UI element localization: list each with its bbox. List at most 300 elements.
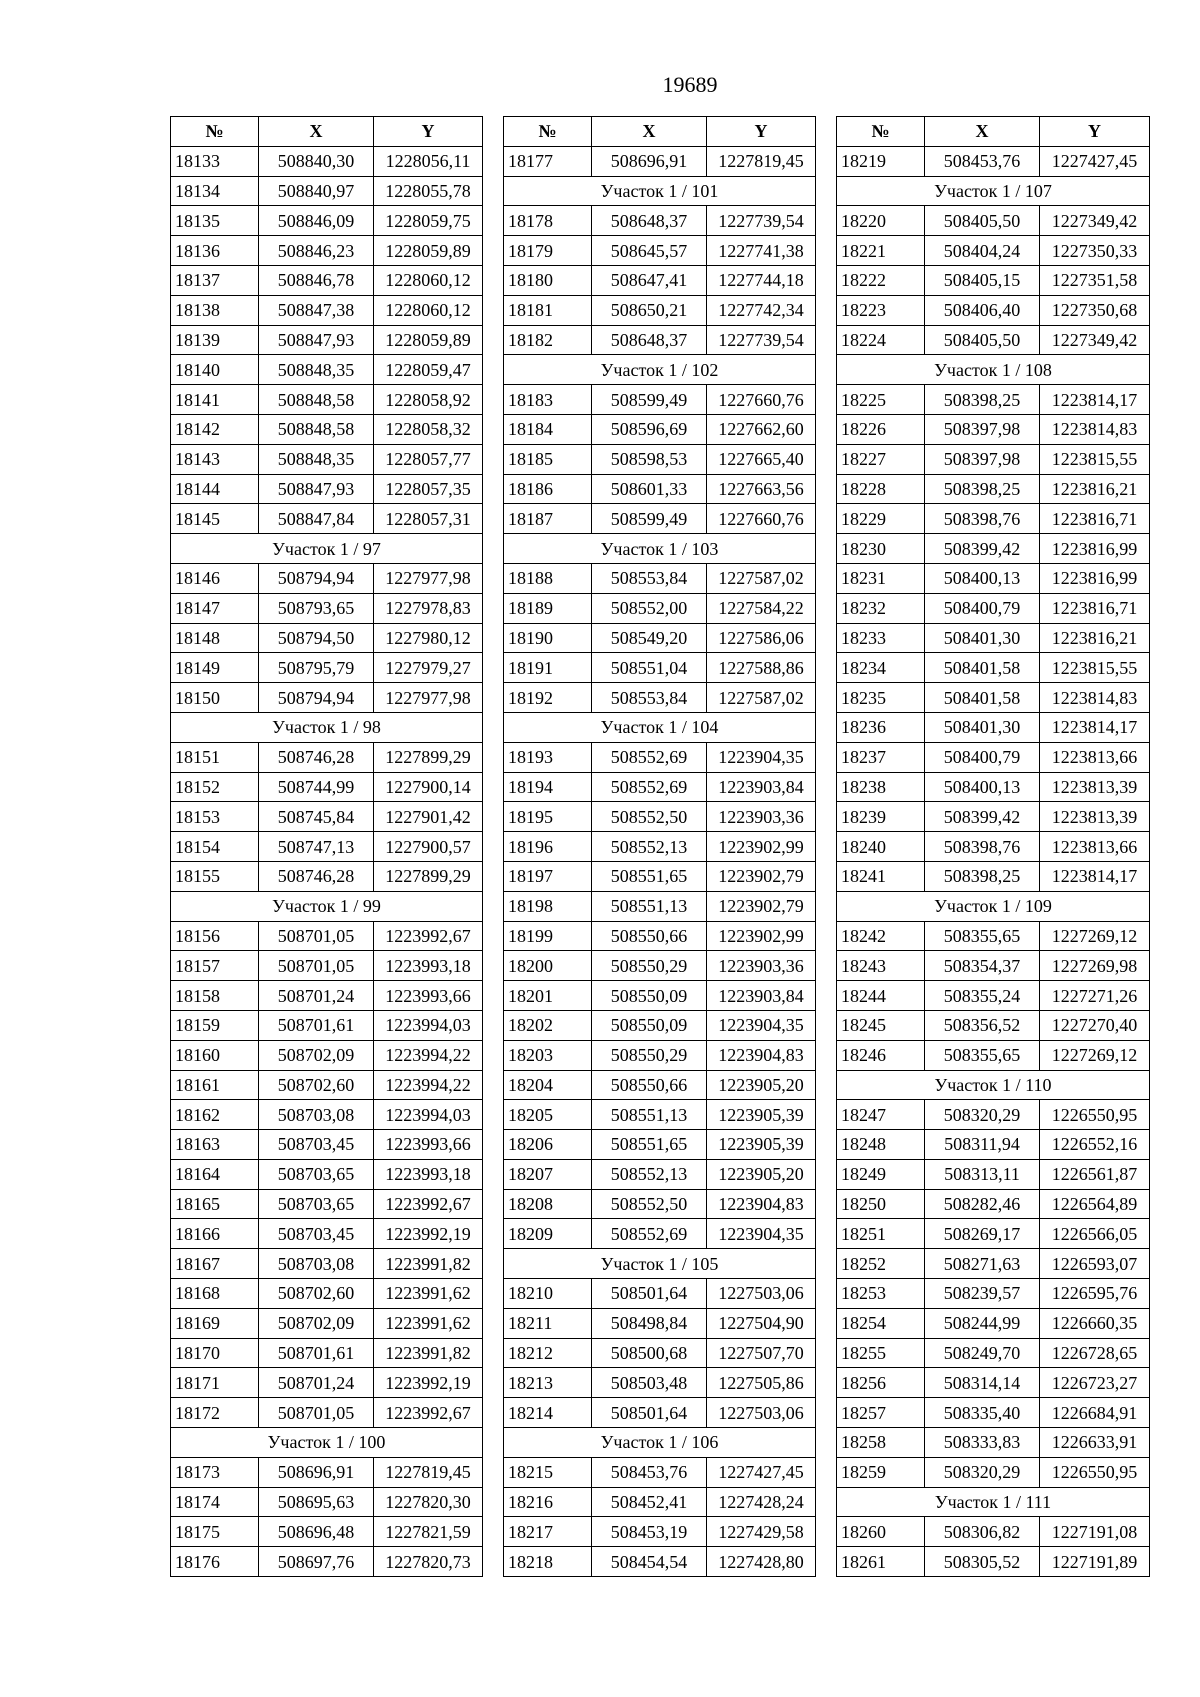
table-row	[504, 653, 816, 683]
y-coordinate: 1228059,47	[374, 355, 483, 385]
x-coordinate: 508696,91	[259, 1457, 374, 1487]
point-number: 18217	[504, 1517, 592, 1547]
section-title: Участок 1 / 106	[504, 1428, 816, 1458]
section-title: Участок 1 / 101	[504, 176, 816, 206]
x-coordinate: 508405,50	[925, 206, 1040, 236]
table-row	[504, 1487, 816, 1517]
header-y: Y	[374, 117, 483, 147]
y-coordinate: 1223816,71	[1040, 593, 1150, 623]
y-coordinate: 1227350,68	[1040, 295, 1150, 325]
x-coordinate: 508356,52	[925, 1010, 1040, 1040]
point-number: 18223	[837, 295, 925, 325]
table-row	[504, 1219, 816, 1249]
point-number: 18221	[837, 236, 925, 266]
x-coordinate: 508596,69	[592, 414, 707, 444]
table-row	[171, 861, 483, 891]
y-coordinate: 1227820,30	[374, 1487, 483, 1517]
x-coordinate: 508399,42	[925, 534, 1040, 564]
section-title: Участок 1 / 105	[504, 1249, 816, 1279]
table-row	[504, 474, 816, 504]
header-number: №	[837, 117, 925, 147]
x-coordinate: 508503,48	[592, 1368, 707, 1398]
y-coordinate: 1227899,29	[374, 861, 483, 891]
table-row	[504, 1457, 816, 1487]
x-coordinate: 508552,69	[592, 1219, 707, 1249]
point-number: 18254	[837, 1308, 925, 1338]
y-coordinate: 1226728,65	[1040, 1338, 1150, 1368]
point-number: 18220	[837, 206, 925, 236]
table-row	[837, 1457, 1150, 1487]
x-coordinate: 508599,49	[592, 385, 707, 415]
table-row	[504, 861, 816, 891]
point-number: 18235	[837, 683, 925, 713]
section-row	[171, 712, 483, 742]
point-number: 18140	[171, 355, 259, 385]
x-coordinate: 508847,84	[259, 504, 374, 534]
table-row	[837, 712, 1150, 742]
y-coordinate: 1223814,83	[1040, 414, 1150, 444]
y-coordinate: 1227191,89	[1040, 1547, 1150, 1577]
section-title: Участок 1 / 98	[171, 712, 483, 742]
y-coordinate: 1228058,92	[374, 385, 483, 415]
x-coordinate: 508239,57	[925, 1279, 1040, 1309]
y-coordinate: 1223992,67	[374, 921, 483, 951]
point-number: 18237	[837, 742, 925, 772]
table-row	[171, 832, 483, 862]
x-coordinate: 508401,30	[925, 623, 1040, 653]
table-row	[171, 265, 483, 295]
y-coordinate: 1226593,07	[1040, 1249, 1150, 1279]
table-row	[171, 1368, 483, 1398]
point-number: 18236	[837, 712, 925, 742]
table-row	[837, 772, 1150, 802]
point-number: 18190	[504, 623, 592, 653]
table-row	[504, 444, 816, 474]
x-coordinate: 508847,93	[259, 474, 374, 504]
point-number: 18213	[504, 1368, 592, 1398]
y-coordinate: 1223993,18	[374, 951, 483, 981]
point-number: 18200	[504, 951, 592, 981]
table-row	[171, 1457, 483, 1487]
y-coordinate: 1228057,77	[374, 444, 483, 474]
table-row	[504, 385, 816, 415]
y-coordinate: 1227978,83	[374, 593, 483, 623]
y-coordinate: 1227428,24	[707, 1487, 816, 1517]
y-coordinate: 1227587,02	[707, 683, 816, 713]
y-coordinate: 1223814,17	[1040, 861, 1150, 891]
x-coordinate: 508840,97	[259, 176, 374, 206]
y-coordinate: 1223904,35	[707, 742, 816, 772]
y-coordinate: 1223814,17	[1040, 385, 1150, 415]
section-title: Участок 1 / 100	[171, 1428, 483, 1458]
table-row	[171, 742, 483, 772]
point-number: 18162	[171, 1100, 259, 1130]
y-coordinate: 1227977,98	[374, 563, 483, 593]
point-number: 18176	[171, 1547, 259, 1577]
point-number: 18251	[837, 1219, 925, 1249]
point-number: 18198	[504, 891, 592, 921]
point-number: 18218	[504, 1547, 592, 1577]
point-number: 18207	[504, 1159, 592, 1189]
y-coordinate: 1227269,12	[1040, 1040, 1150, 1070]
table-row	[837, 683, 1150, 713]
table-row	[837, 1010, 1150, 1040]
y-coordinate: 1228058,32	[374, 414, 483, 444]
y-coordinate: 1223816,21	[1040, 623, 1150, 653]
x-coordinate: 508355,24	[925, 981, 1040, 1011]
y-coordinate: 1223994,03	[374, 1100, 483, 1130]
section-row	[504, 355, 816, 385]
table-row	[837, 295, 1150, 325]
x-coordinate: 508401,58	[925, 653, 1040, 683]
x-coordinate: 508550,29	[592, 951, 707, 981]
table-row	[504, 981, 816, 1011]
page-number: 19689	[662, 72, 718, 97]
x-coordinate: 508452,41	[592, 1487, 707, 1517]
y-coordinate: 1223905,20	[707, 1070, 816, 1100]
x-coordinate: 508701,24	[259, 1368, 374, 1398]
table-row	[837, 861, 1150, 891]
table-row	[171, 1308, 483, 1338]
table-row	[837, 414, 1150, 444]
point-number: 18240	[837, 832, 925, 862]
x-coordinate: 508648,37	[592, 325, 707, 355]
y-coordinate: 1226550,95	[1040, 1100, 1150, 1130]
table-row	[837, 504, 1150, 534]
y-coordinate: 1227901,42	[374, 802, 483, 832]
x-coordinate: 508404,24	[925, 236, 1040, 266]
x-coordinate: 508847,93	[259, 325, 374, 355]
y-coordinate: 1227900,57	[374, 832, 483, 862]
y-coordinate: 1223902,79	[707, 891, 816, 921]
x-coordinate: 508645,57	[592, 236, 707, 266]
y-coordinate: 1223902,79	[707, 861, 816, 891]
table-row	[171, 683, 483, 713]
x-coordinate: 508703,08	[259, 1249, 374, 1279]
table-row	[504, 1517, 816, 1547]
y-coordinate: 1227821,59	[374, 1517, 483, 1547]
point-number: 18150	[171, 683, 259, 713]
y-coordinate: 1227427,45	[707, 1457, 816, 1487]
x-coordinate: 508550,09	[592, 1010, 707, 1040]
x-coordinate: 508794,94	[259, 563, 374, 593]
point-number: 18180	[504, 265, 592, 295]
point-number: 18133	[171, 146, 259, 176]
point-number: 18211	[504, 1308, 592, 1338]
x-coordinate: 508846,09	[259, 206, 374, 236]
table-row	[837, 534, 1150, 564]
y-coordinate: 1223994,22	[374, 1040, 483, 1070]
x-coordinate: 508701,05	[259, 951, 374, 981]
table-row	[837, 1040, 1150, 1070]
table-row	[171, 444, 483, 474]
y-coordinate: 1227819,45	[374, 1457, 483, 1487]
y-coordinate: 1228055,78	[374, 176, 483, 206]
table-row	[171, 981, 483, 1011]
x-coordinate: 508746,28	[259, 742, 374, 772]
section-title: Участок 1 / 111	[837, 1487, 1150, 1517]
y-coordinate: 1227900,14	[374, 772, 483, 802]
point-number: 18243	[837, 951, 925, 981]
y-coordinate: 1227507,70	[707, 1338, 816, 1368]
y-coordinate: 1223816,99	[1040, 534, 1150, 564]
y-coordinate: 1223993,18	[374, 1159, 483, 1189]
section-title: Участок 1 / 104	[504, 712, 816, 742]
table-row	[837, 236, 1150, 266]
x-coordinate: 508551,65	[592, 1130, 707, 1160]
table-row	[837, 1338, 1150, 1368]
table-row	[504, 295, 816, 325]
x-coordinate: 508453,76	[592, 1457, 707, 1487]
y-coordinate: 1227428,80	[707, 1547, 816, 1577]
y-coordinate: 1223903,84	[707, 981, 816, 1011]
table-row	[171, 1338, 483, 1368]
header-number: №	[171, 117, 259, 147]
y-coordinate: 1227744,18	[707, 265, 816, 295]
table-row	[837, 653, 1150, 683]
y-coordinate: 1227739,54	[707, 325, 816, 355]
y-coordinate: 1223992,19	[374, 1368, 483, 1398]
table-row	[171, 1517, 483, 1547]
x-coordinate: 508701,61	[259, 1338, 374, 1368]
x-coordinate: 508550,29	[592, 1040, 707, 1070]
y-coordinate: 1228057,35	[374, 474, 483, 504]
x-coordinate: 508848,58	[259, 385, 374, 415]
x-coordinate: 508702,09	[259, 1308, 374, 1338]
x-coordinate: 508552,50	[592, 802, 707, 832]
x-coordinate: 508405,15	[925, 265, 1040, 295]
x-coordinate: 508306,82	[925, 1517, 1040, 1547]
point-number: 18247	[837, 1100, 925, 1130]
point-number: 18188	[504, 563, 592, 593]
table-row	[837, 265, 1150, 295]
table-row	[504, 623, 816, 653]
table-row	[504, 772, 816, 802]
point-number: 18181	[504, 295, 592, 325]
table-row	[504, 504, 816, 534]
y-coordinate: 1227584,22	[707, 593, 816, 623]
y-coordinate: 1223994,22	[374, 1070, 483, 1100]
table-row	[837, 563, 1150, 593]
y-coordinate: 1227586,06	[707, 623, 816, 653]
section-row	[837, 355, 1150, 385]
point-number: 18172	[171, 1398, 259, 1428]
point-number: 18256	[837, 1368, 925, 1398]
y-coordinate: 1223992,19	[374, 1219, 483, 1249]
x-coordinate: 508355,65	[925, 921, 1040, 951]
x-coordinate: 508397,98	[925, 444, 1040, 474]
point-number: 18161	[171, 1070, 259, 1100]
table-row	[837, 1189, 1150, 1219]
point-number: 18196	[504, 832, 592, 862]
table-row	[837, 385, 1150, 415]
y-coordinate: 1227980,12	[374, 623, 483, 653]
table-row	[171, 1487, 483, 1517]
y-coordinate: 1227350,33	[1040, 236, 1150, 266]
table-row	[837, 325, 1150, 355]
table-row	[171, 1249, 483, 1279]
point-number: 18197	[504, 861, 592, 891]
section-row	[504, 534, 816, 564]
point-number: 18184	[504, 414, 592, 444]
point-number: 18234	[837, 653, 925, 683]
point-number: 18155	[171, 861, 259, 891]
x-coordinate: 508701,05	[259, 1398, 374, 1428]
table-row	[171, 1010, 483, 1040]
y-coordinate: 1227665,40	[707, 444, 816, 474]
x-coordinate: 508647,41	[592, 265, 707, 295]
table-row	[171, 1398, 483, 1428]
x-coordinate: 508703,65	[259, 1159, 374, 1189]
table-row	[171, 414, 483, 444]
table-row	[504, 563, 816, 593]
point-number: 18216	[504, 1487, 592, 1517]
x-coordinate: 508498,84	[592, 1308, 707, 1338]
x-coordinate: 508400,13	[925, 563, 1040, 593]
x-coordinate: 508552,69	[592, 742, 707, 772]
x-coordinate: 508406,40	[925, 295, 1040, 325]
point-number: 18146	[171, 563, 259, 593]
x-coordinate: 508551,13	[592, 891, 707, 921]
y-coordinate: 1228060,12	[374, 295, 483, 325]
table-row	[171, 1100, 483, 1130]
table-row	[504, 1547, 816, 1577]
x-coordinate: 508795,79	[259, 653, 374, 683]
table-row	[837, 1398, 1150, 1428]
y-coordinate: 1227660,76	[707, 385, 816, 415]
y-coordinate: 1223816,21	[1040, 474, 1150, 504]
y-coordinate: 1223813,39	[1040, 772, 1150, 802]
x-coordinate: 508846,23	[259, 236, 374, 266]
y-coordinate: 1227269,98	[1040, 951, 1150, 981]
x-coordinate: 508650,21	[592, 295, 707, 325]
y-coordinate: 1223813,66	[1040, 742, 1150, 772]
table-row	[171, 1040, 483, 1070]
x-coordinate: 508552,69	[592, 772, 707, 802]
table-row	[171, 295, 483, 325]
y-coordinate: 1223902,99	[707, 832, 816, 862]
y-coordinate: 1227977,98	[374, 683, 483, 713]
point-number: 18210	[504, 1279, 592, 1309]
table-row	[837, 474, 1150, 504]
section-row	[837, 1487, 1150, 1517]
point-number: 18227	[837, 444, 925, 474]
y-coordinate: 1227349,42	[1040, 206, 1150, 236]
x-coordinate: 508400,13	[925, 772, 1040, 802]
header-x: X	[925, 117, 1040, 147]
x-coordinate: 508696,48	[259, 1517, 374, 1547]
table-row	[504, 951, 816, 981]
point-number: 18224	[837, 325, 925, 355]
table-row	[171, 1547, 483, 1577]
point-number: 18249	[837, 1159, 925, 1189]
x-coordinate: 508550,66	[592, 1070, 707, 1100]
point-number: 18203	[504, 1040, 592, 1070]
table-row	[837, 1279, 1150, 1309]
table-row	[504, 325, 816, 355]
y-coordinate: 1227819,45	[707, 146, 816, 176]
point-number: 18205	[504, 1100, 592, 1130]
point-number: 18245	[837, 1010, 925, 1040]
table-row	[837, 981, 1150, 1011]
point-number: 18238	[837, 772, 925, 802]
y-coordinate: 1227660,76	[707, 504, 816, 534]
y-coordinate: 1223905,39	[707, 1130, 816, 1160]
section-row	[504, 176, 816, 206]
x-coordinate: 508398,76	[925, 504, 1040, 534]
y-coordinate: 1223814,83	[1040, 683, 1150, 713]
point-number: 18171	[171, 1368, 259, 1398]
point-number: 18259	[837, 1457, 925, 1487]
point-number: 18139	[171, 325, 259, 355]
x-coordinate: 508744,99	[259, 772, 374, 802]
table-row	[504, 206, 816, 236]
y-coordinate: 1227742,34	[707, 295, 816, 325]
x-coordinate: 508551,65	[592, 861, 707, 891]
point-number: 18241	[837, 861, 925, 891]
y-coordinate: 1223813,66	[1040, 832, 1150, 862]
section-title: Участок 1 / 109	[837, 891, 1150, 921]
x-coordinate: 508703,45	[259, 1130, 374, 1160]
table-row	[171, 921, 483, 951]
x-coordinate: 508549,20	[592, 623, 707, 653]
section-title: Участок 1 / 103	[504, 534, 816, 564]
y-coordinate: 1223905,20	[707, 1159, 816, 1189]
y-coordinate: 1223813,39	[1040, 802, 1150, 832]
x-coordinate: 508355,65	[925, 1040, 1040, 1070]
coordinates-table-3	[836, 116, 1150, 1577]
point-number: 18137	[171, 265, 259, 295]
point-number: 18255	[837, 1338, 925, 1368]
point-number: 18178	[504, 206, 592, 236]
table-row	[837, 921, 1150, 951]
x-coordinate: 508702,60	[259, 1279, 374, 1309]
x-coordinate: 508747,13	[259, 832, 374, 862]
table-row	[504, 921, 816, 951]
y-coordinate: 1223993,66	[374, 981, 483, 1011]
point-number: 18187	[504, 504, 592, 534]
point-number: 18195	[504, 802, 592, 832]
point-number: 18260	[837, 1517, 925, 1547]
x-coordinate: 508249,70	[925, 1338, 1040, 1368]
x-coordinate: 508313,11	[925, 1159, 1040, 1189]
y-coordinate: 1227899,29	[374, 742, 483, 772]
coordinates-table-1	[170, 116, 483, 1577]
table-row	[504, 593, 816, 623]
x-coordinate: 508550,09	[592, 981, 707, 1011]
table-row	[837, 206, 1150, 236]
x-coordinate: 508269,17	[925, 1219, 1040, 1249]
header-y: Y	[1040, 117, 1150, 147]
table-row	[171, 206, 483, 236]
point-number: 18138	[171, 295, 259, 325]
x-coordinate: 508745,84	[259, 802, 374, 832]
table-row	[171, 951, 483, 981]
point-number: 18252	[837, 1249, 925, 1279]
section-title: Участок 1 / 97	[171, 534, 483, 564]
x-coordinate: 508314,14	[925, 1368, 1040, 1398]
table-row	[837, 593, 1150, 623]
y-coordinate: 1226595,76	[1040, 1279, 1150, 1309]
x-coordinate: 508401,30	[925, 712, 1040, 742]
table-row	[837, 1249, 1150, 1279]
x-coordinate: 508400,79	[925, 593, 1040, 623]
y-coordinate: 1223994,03	[374, 1010, 483, 1040]
point-number: 18160	[171, 1040, 259, 1070]
x-coordinate: 508702,60	[259, 1070, 374, 1100]
table-row	[837, 951, 1150, 981]
section-title: Участок 1 / 107	[837, 176, 1150, 206]
